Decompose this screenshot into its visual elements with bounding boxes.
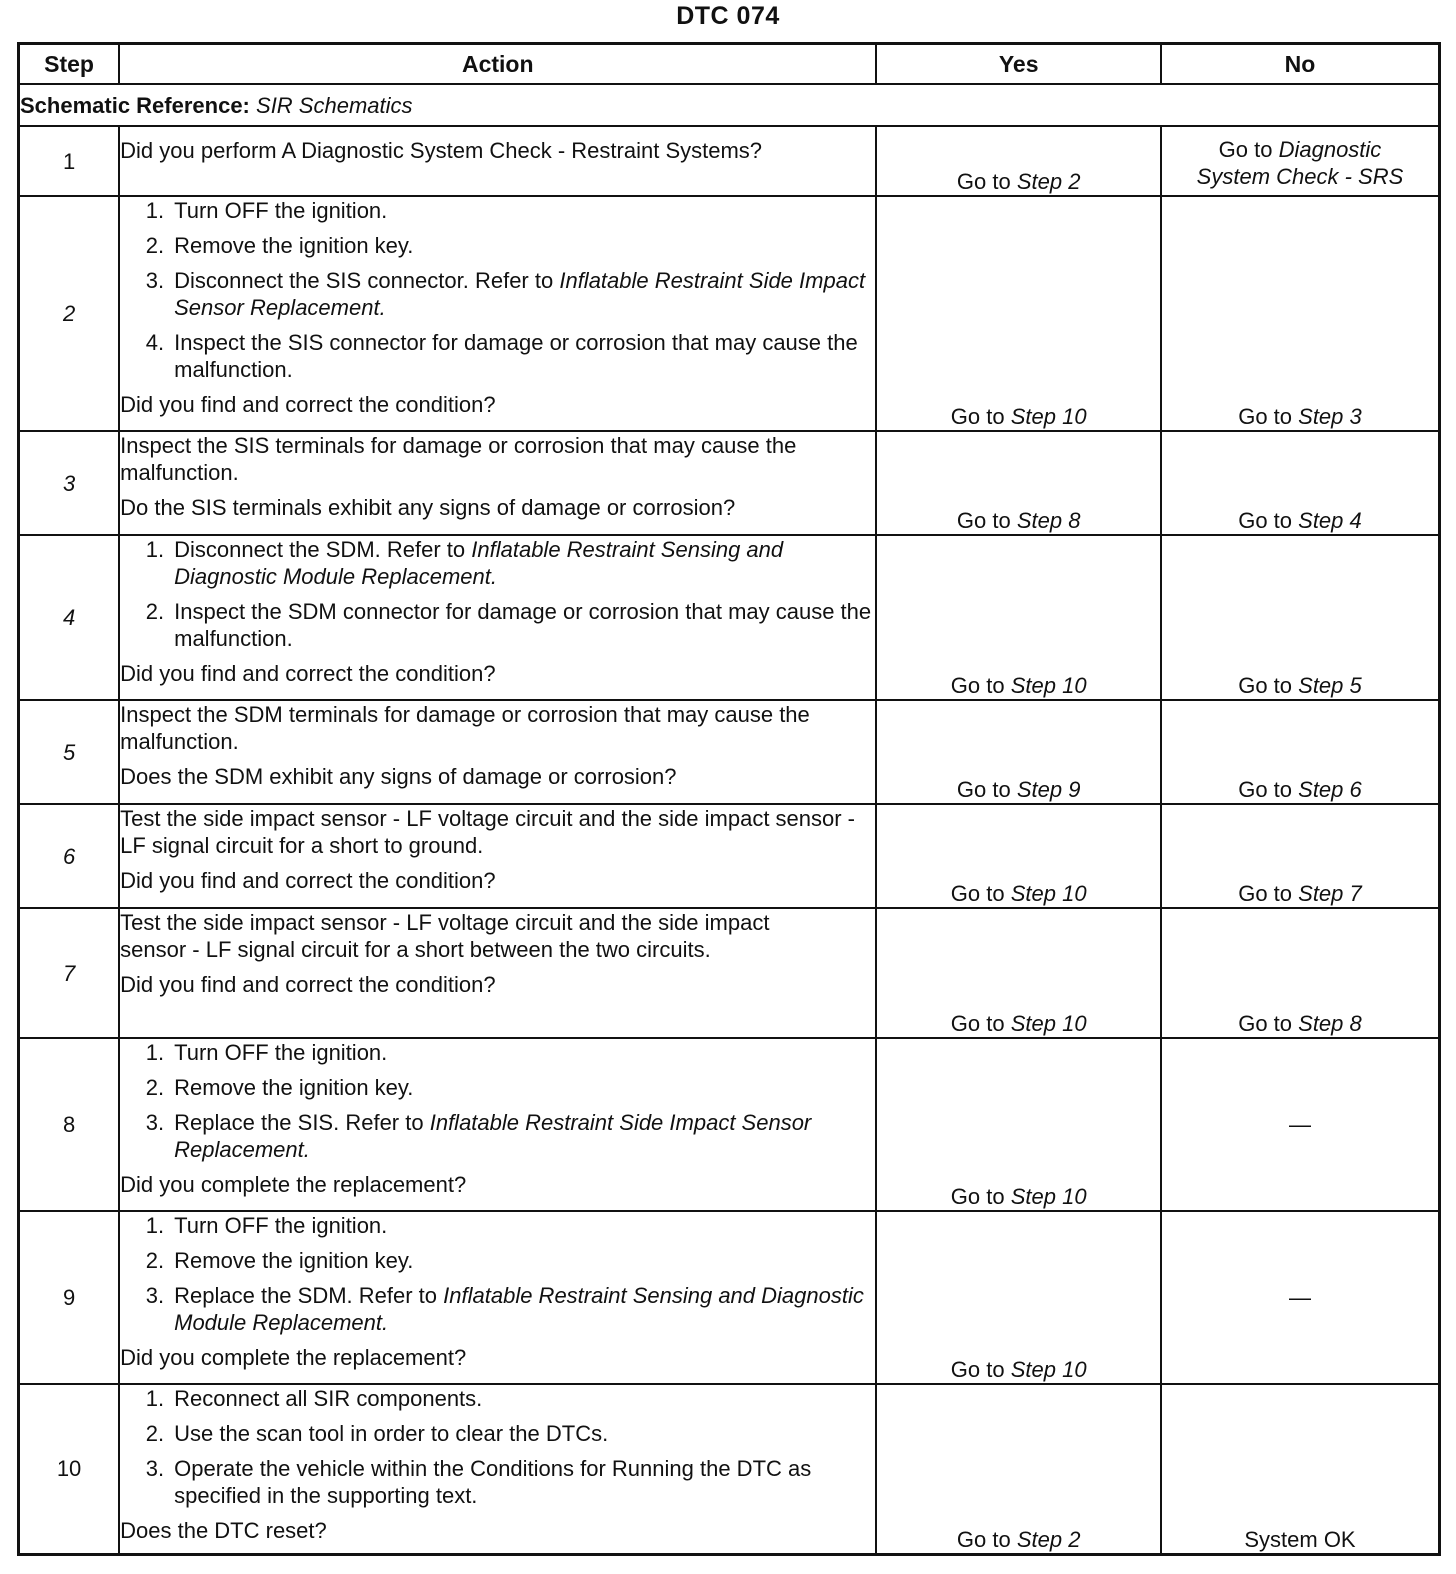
no-cell[interactable] [1161, 700, 1440, 804]
item-text: Remove the ignition key. [174, 1248, 414, 1273]
list-item [120, 197, 875, 224]
list-item [120, 267, 875, 321]
table-row [19, 1038, 1440, 1211]
item-number: 1. [145, 198, 165, 223]
no-step-link[interactable]: Step 4 [1298, 508, 1362, 533]
table-row [19, 700, 1440, 804]
table-row [19, 908, 1440, 1038]
yes-step-link[interactable]: Step 9 [1016, 777, 1081, 802]
action-text: Inspect the SIS terminals for damage or corrosion that may cause the malfunction. [120, 433, 797, 485]
yes-cell[interactable] [876, 431, 1161, 535]
list-item [120, 1074, 875, 1101]
table-row [19, 196, 1440, 431]
schematic-reference [19, 84, 1440, 126]
yes-prefix: Go to [956, 777, 1011, 802]
no-prefix: Go to [1238, 881, 1293, 906]
yes-cell[interactable] [876, 700, 1161, 804]
yes-prefix: Go to [950, 1184, 1005, 1209]
item-number: 1. [145, 537, 165, 562]
no-step-link[interactable]: Step 3 [1298, 404, 1362, 429]
schematic-reference-label: Schematic Reference: [20, 92, 250, 118]
item-reference-link[interactable]: Inflatable Restraint Side Impact Sensor Replacement. [174, 268, 866, 320]
action-question: Does the SDM exhibit any signs of damage or corrosion? [120, 764, 677, 789]
no-step-link-cont[interactable]: System Check - SRS [1196, 164, 1404, 189]
list-item [120, 232, 875, 259]
action-question: Did you find and correct the condition? [120, 972, 496, 997]
list-item [120, 1247, 875, 1274]
item-number: 2. [145, 1421, 165, 1446]
action-question: Did you perform A Diagnostic System Check - Restraint Systems? [120, 138, 763, 163]
action-text: Test the side impact sensor - LF voltage circuit and the side impact sensor - LF signal circuit for a short between the two circuits. [120, 910, 770, 962]
item-number: 2. [145, 599, 165, 624]
no-step-link[interactable]: Step 5 [1298, 673, 1362, 698]
list-item [120, 536, 875, 590]
step-number: 7 [19, 908, 120, 1038]
header-action: Action [119, 44, 876, 85]
no-cell[interactable] [1161, 908, 1440, 1038]
item-text: Replace the SDM. Refer to [174, 1283, 438, 1308]
item-number: 1. [145, 1213, 165, 1238]
diagnostic-table [17, 42, 1441, 1556]
table-row [19, 1384, 1440, 1554]
step-number: 1 [19, 126, 120, 196]
action-text: Inspect the SDM terminals for damage or corrosion that may cause the malfunction. [120, 702, 810, 754]
step-number: 8 [19, 1038, 120, 1211]
item-number: 4. [145, 330, 165, 355]
yes-step-link[interactable]: Step 10 [1010, 673, 1087, 698]
action-text: Test the side impact sensor - LF voltage circuit and the side impact sensor - LF signal circuit for a short to ground. [120, 806, 856, 858]
system-ok-text: System OK [1244, 1526, 1356, 1552]
no-cell[interactable] [1161, 535, 1440, 700]
no-step-link[interactable]: Step 6 [1298, 777, 1362, 802]
no-step-link[interactable]: Step 7 [1298, 881, 1362, 906]
step-number: 9 [19, 1211, 120, 1384]
action-cell [119, 431, 876, 535]
action-question: Did you find and correct the condition? [120, 392, 496, 417]
yes-step-link[interactable]: Step 10 [1010, 1011, 1087, 1036]
yes-step-link[interactable]: Step 2 [1016, 169, 1081, 194]
table-row [19, 535, 1440, 700]
yes-cell[interactable] [876, 535, 1161, 700]
action-cell [119, 1038, 876, 1211]
yes-cell[interactable] [876, 804, 1161, 908]
yes-cell[interactable] [876, 126, 1161, 196]
no-cell [1161, 1384, 1440, 1554]
item-number: 2. [145, 1248, 165, 1273]
no-cell[interactable] [1161, 126, 1440, 196]
yes-prefix: Go to [956, 1526, 1011, 1552]
action-cell [119, 196, 876, 431]
list-item [120, 329, 875, 383]
no-prefix: Go to [1238, 508, 1293, 533]
item-text: Replace the SIS. Refer to [174, 1110, 424, 1135]
no-dash: — [1288, 1285, 1311, 1310]
table-row [19, 804, 1440, 908]
item-number: 1. [145, 1386, 165, 1411]
action-cell [119, 1211, 876, 1384]
item-text: Inspect the SDM connector for damage or corrosion that may cause the malfunction. [174, 599, 872, 651]
item-number: 1. [145, 1040, 165, 1065]
list-item [120, 1282, 875, 1336]
yes-cell[interactable] [876, 908, 1161, 1038]
item-text: Use the scan tool in order to clear the DTCs. [174, 1421, 609, 1446]
item-reference-link[interactable]: Inflatable Restraint Side Impact Sensor Replacement. [174, 1110, 812, 1162]
no-prefix: Go to [1238, 777, 1293, 802]
list-item [120, 1212, 875, 1239]
header-row [19, 44, 1440, 85]
no-cell [1161, 1038, 1440, 1211]
item-text: Turn OFF the ignition. [174, 1213, 388, 1238]
action-cell [119, 1384, 876, 1554]
no-dash: — [1288, 1112, 1311, 1137]
no-cell [1161, 1211, 1440, 1384]
item-reference-link[interactable]: Inflatable Restraint Sensing and Diagnostic Module Replacement. [174, 537, 784, 589]
yes-step-link[interactable]: Step 10 [1010, 404, 1087, 429]
step-number: 10 [19, 1384, 120, 1554]
item-number: 3. [145, 1283, 165, 1308]
yes-step-link[interactable]: Step 8 [1016, 508, 1081, 533]
action-question: Does the DTC reset? [120, 1518, 327, 1543]
action-cell [119, 700, 876, 804]
header-yes: Yes [876, 44, 1161, 85]
item-number: 3. [145, 1110, 165, 1135]
yes-prefix: Go to [950, 404, 1005, 429]
item-number: 2. [145, 1075, 165, 1100]
no-step-link[interactable]: Diagnostic [1278, 137, 1382, 162]
action-question: Did you find and correct the condition? [120, 868, 496, 893]
action-question: Did you find and correct the condition? [120, 661, 496, 686]
list-item [120, 1109, 875, 1163]
item-text: Reconnect all SIR components. [174, 1386, 483, 1411]
header-step: Step [19, 44, 120, 85]
step-number: 4 [19, 535, 120, 700]
item-text: Turn OFF the ignition. [174, 198, 388, 223]
yes-prefix: Go to [950, 881, 1005, 906]
action-cell [119, 126, 876, 196]
no-prefix: Go to [1238, 673, 1293, 698]
item-text: Turn OFF the ignition. [174, 1040, 388, 1065]
item-reference-link[interactable]: Inflatable Restraint Sensing and Diagnostic Module Replacement. [174, 1283, 864, 1335]
schematic-reference-link[interactable]: SIR Schematics [256, 92, 413, 118]
action-cell [119, 804, 876, 908]
page-title: DTC 074 [676, 2, 780, 30]
action-cell [119, 908, 876, 1038]
item-number: 3. [145, 1456, 165, 1481]
step-number: 3 [19, 431, 120, 535]
step-number: 5 [19, 700, 120, 804]
yes-step-link[interactable]: Step 10 [1010, 1184, 1087, 1209]
action-question: Did you complete the replacement? [120, 1172, 467, 1197]
no-cell[interactable] [1161, 196, 1440, 431]
step-number: 6 [19, 804, 120, 908]
yes-prefix: Go to [950, 1357, 1005, 1382]
table-row [19, 431, 1440, 535]
yes-cell[interactable] [876, 1384, 1161, 1554]
no-cell[interactable] [1161, 431, 1440, 535]
no-prefix: Go to [1238, 1011, 1293, 1036]
item-number: 3. [145, 268, 165, 293]
action-cell [119, 535, 876, 700]
item-number: 2. [145, 233, 165, 258]
no-step-link[interactable]: Step 8 [1298, 1011, 1362, 1036]
yes-step-link[interactable]: Step 2 [1016, 1526, 1081, 1552]
no-cell[interactable] [1161, 804, 1440, 908]
yes-prefix: Go to [956, 508, 1011, 533]
schematic-reference-row [19, 84, 1440, 126]
no-prefix: Go to [1218, 137, 1273, 162]
yes-prefix: Go to [956, 169, 1011, 194]
list-item [120, 1039, 875, 1066]
yes-cell[interactable] [876, 1038, 1161, 1211]
yes-prefix: Go to [950, 1011, 1005, 1036]
action-question: Do the SIS terminals exhibit any signs of damage or corrosion? [120, 495, 736, 520]
item-text: Disconnect the SIS connector. Refer to [174, 268, 554, 293]
yes-cell[interactable] [876, 1211, 1161, 1384]
item-text: Remove the ignition key. [174, 233, 414, 258]
yes-step-link[interactable]: Step 10 [1010, 1357, 1087, 1382]
step-number: 2 [19, 196, 120, 431]
list-item [120, 1455, 875, 1509]
yes-cell[interactable] [876, 196, 1161, 431]
item-text: Inspect the SIS connector for damage or corrosion that may cause the malfunction. [174, 330, 858, 382]
table-row [19, 126, 1440, 196]
table-row [19, 1211, 1440, 1384]
yes-prefix: Go to [950, 673, 1005, 698]
item-text: Operate the vehicle within the Conditions for Running the DTC as specified in the supporting text. [174, 1456, 812, 1508]
list-item [120, 1420, 875, 1447]
header-no: No [1161, 44, 1440, 85]
no-prefix: Go to [1238, 404, 1293, 429]
item-text: Remove the ignition key. [174, 1075, 414, 1100]
yes-step-link[interactable]: Step 10 [1010, 881, 1087, 906]
list-item [120, 598, 875, 652]
action-question: Did you complete the replacement? [120, 1345, 467, 1370]
list-item [120, 1385, 875, 1412]
item-text: Disconnect the SDM. Refer to [174, 537, 466, 562]
